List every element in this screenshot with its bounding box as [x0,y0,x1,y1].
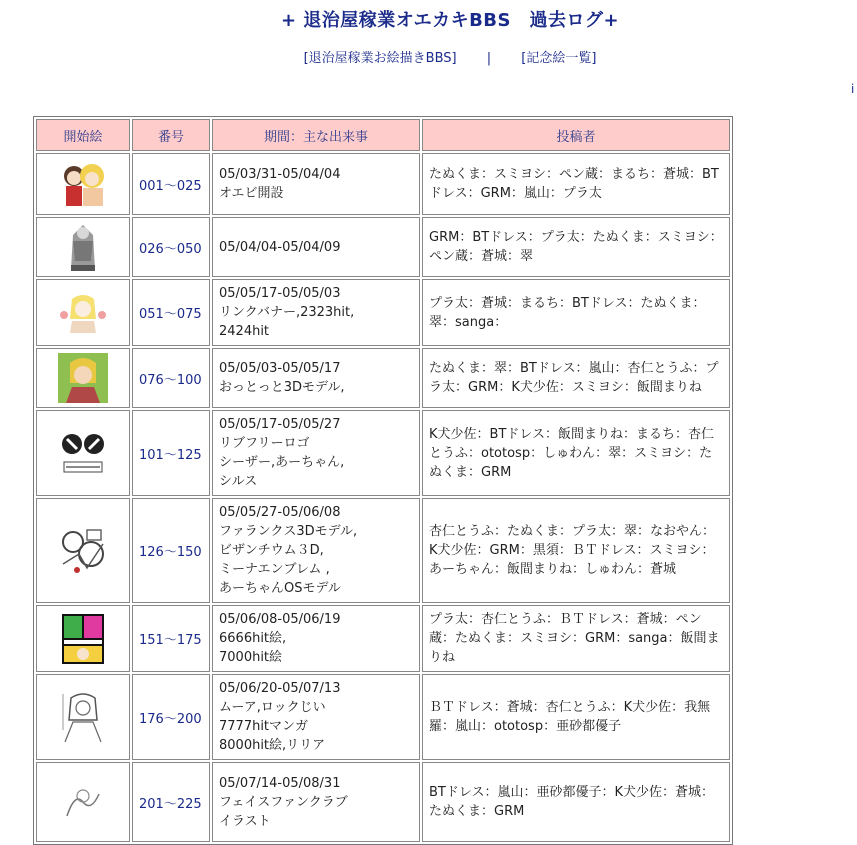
header-number: 番号 [132,119,210,151]
period-cell [212,498,420,603]
range-cell [132,410,210,496]
thumbnail-cell[interactable] [36,153,130,215]
manga-page-icon[interactable] [61,690,105,744]
thumbnail-cell[interactable] [36,674,130,760]
period-line: シーザー,あーちゃん, [219,455,345,470]
header-period: 期間：主な出来事 [212,119,420,151]
posters-cell: プラ太：杏仁とうふ：ＢＴドレス：蒼城：ペン蔵：たぬくま：スミヨシ：GRM：sanga：飯間まりね [422,605,730,672]
link-commemorative-list[interactable]: [記念絵一覧] [521,51,597,66]
period-line: 8000hit絵,リリア [219,738,326,753]
range-link[interactable]: 051～075 [139,307,202,322]
period-line: オエビ開設 [219,186,284,201]
range-cell [132,348,210,408]
thumbnail-cell[interactable] [36,279,130,346]
nav-links [0,47,857,66]
range-link[interactable]: 076～100 [139,372,202,388]
thumbnail-cell[interactable] [36,217,130,277]
period-line: 05/03/31-05/04/04 [219,167,341,182]
period-line: 05/05/17-05/05/03 [219,286,341,301]
period-line: 05/05/03-05/05/17 [219,361,341,376]
thumbnail-cell[interactable] [36,605,130,672]
thumbnail-cell[interactable] [36,762,130,842]
mech-lineart-icon[interactable] [57,524,109,578]
header-start-image: 開始絵 [36,119,130,151]
period-line: 05/05/27-05/06/08 [219,505,341,520]
period-line: 05/07/14-05/08/31 [219,775,341,791]
period-cell [212,674,420,760]
table-row [36,217,730,277]
edge-text: i [851,82,855,96]
link-oekaki-bbs[interactable]: [退治屋稼業お絵描きBBS] [303,51,457,66]
blonde-girl-sketch-icon[interactable] [58,291,108,335]
comic-cover-icon[interactable] [62,614,104,664]
header-posters: 投稿者 [422,119,730,151]
period-line: ビザンチウム３D, [219,543,324,558]
gray-robed-figure-icon[interactable] [65,221,101,273]
period-line: シルス [219,474,258,489]
range-link[interactable]: 176～200 [139,711,202,727]
thumbnail-cell[interactable] [36,348,130,408]
period-cell [212,153,420,215]
range-cell [132,498,210,603]
table-row [36,498,730,603]
period-line: フェイスファンクラブ [219,794,348,810]
period-line: ファランクス3Dモデル, [219,524,358,539]
range-cell [132,279,210,346]
range-link[interactable]: 101～125 [139,447,202,463]
posters-cell: ＢＴドレス：蒼城：杏仁とうふ：K犬少佐：我無羅：嵐山：ototosp：亜砂都優子 [422,674,730,760]
period-line: 6666hit絵, [219,631,287,646]
thumbnail-cell[interactable] [36,498,130,603]
period-cell [212,410,420,496]
green-portrait-icon[interactable] [58,353,108,403]
period-line: ムーア,ロックじい [219,700,326,715]
period-line: 05/05/17-05/05/27 [219,417,341,432]
period-line: リンクバナー,2323hit, [219,305,355,320]
range-cell [132,217,210,277]
period-cell [212,762,420,842]
range-cell [132,153,210,215]
table-header-row [36,119,730,151]
period-line: 7777hitマンガ [219,719,309,734]
period-line: おっとっと3Dモデル, [219,380,345,395]
table-row [36,605,730,672]
range-link[interactable]: 126～150 [139,545,202,560]
period-line: あーちゃんOSモデル [219,581,341,596]
range-link[interactable]: 151～175 [139,633,202,648]
period-cell [212,217,420,277]
range-link[interactable]: 026～050 [139,241,202,257]
period-line: 2424hit [219,324,270,339]
period-line: リブフリーロゴ [219,436,310,451]
period-line: 05/04/04-05/04/09 [219,239,341,255]
link-separator: | [486,51,492,66]
range-cell [132,762,210,842]
period-cell [212,279,420,346]
period-line: イラスト [219,813,271,829]
log-table [33,116,733,845]
range-cell [132,674,210,760]
table-row [36,674,730,760]
two-characters-colored-icon[interactable] [57,158,109,210]
table-row [36,762,730,842]
period-line: 7000hit絵 [219,650,283,665]
free-logo-icon[interactable] [58,430,108,476]
posters-cell: GRM：BTドレス：プラ太：たぬくま：スミヨシ：ペン蔵：蒼城：翠 [422,217,730,277]
page-title: + 退治屋稼業オエカキBBS 過去ログ+ [280,10,620,31]
posters-cell: BTドレス：嵐山：亜砂都優子：K犬少佐：蒼城：たぬくま：GRM [422,762,730,842]
posters-cell: K犬少佐：BTドレス：飯間まりね：まるち：杏仁とうふ：ototosp：しゅわん：翠：スミヨシ：たぬくま：GRM [422,410,730,496]
thumbnail-cell[interactable] [36,410,130,496]
sketch-page-icon[interactable] [61,782,105,822]
table-row [36,348,730,408]
period-line: ミーナエンブレム , [219,562,330,577]
range-link[interactable]: 001～025 [139,178,202,194]
table-row [36,279,730,346]
posters-cell: 杏仁とうふ：たぬくま：プラ太：翠：なおやん：K犬少佐：GRM：黒須：ＢＴドレス：スミヨシ：あーちゃん：飯間まりね：しゅわん：蒼城 [422,498,730,603]
period-line: 05/06/08-05/06/19 [219,612,341,627]
posters-cell: たぬくま：翠：BTドレス：嵐山：杏仁とうふ：プラ太：GRM：K犬少佐：スミヨシ：飯間まりね [422,348,730,408]
posters-cell: プラ太：蒼城：まるち：BTドレス：たぬくま：翠：sanga： [422,279,730,346]
range-link[interactable]: 201～225 [139,796,202,812]
table-row [36,153,730,215]
period-cell [212,348,420,408]
period-line: 05/06/20-05/07/13 [219,681,341,696]
period-cell [212,605,420,672]
range-cell [132,605,210,672]
posters-cell: たぬくま：スミヨシ：ペン蔵：まるち：蒼城：BTドレス：GRM：嵐山：プラ太 [422,153,730,215]
table-row [36,410,730,496]
